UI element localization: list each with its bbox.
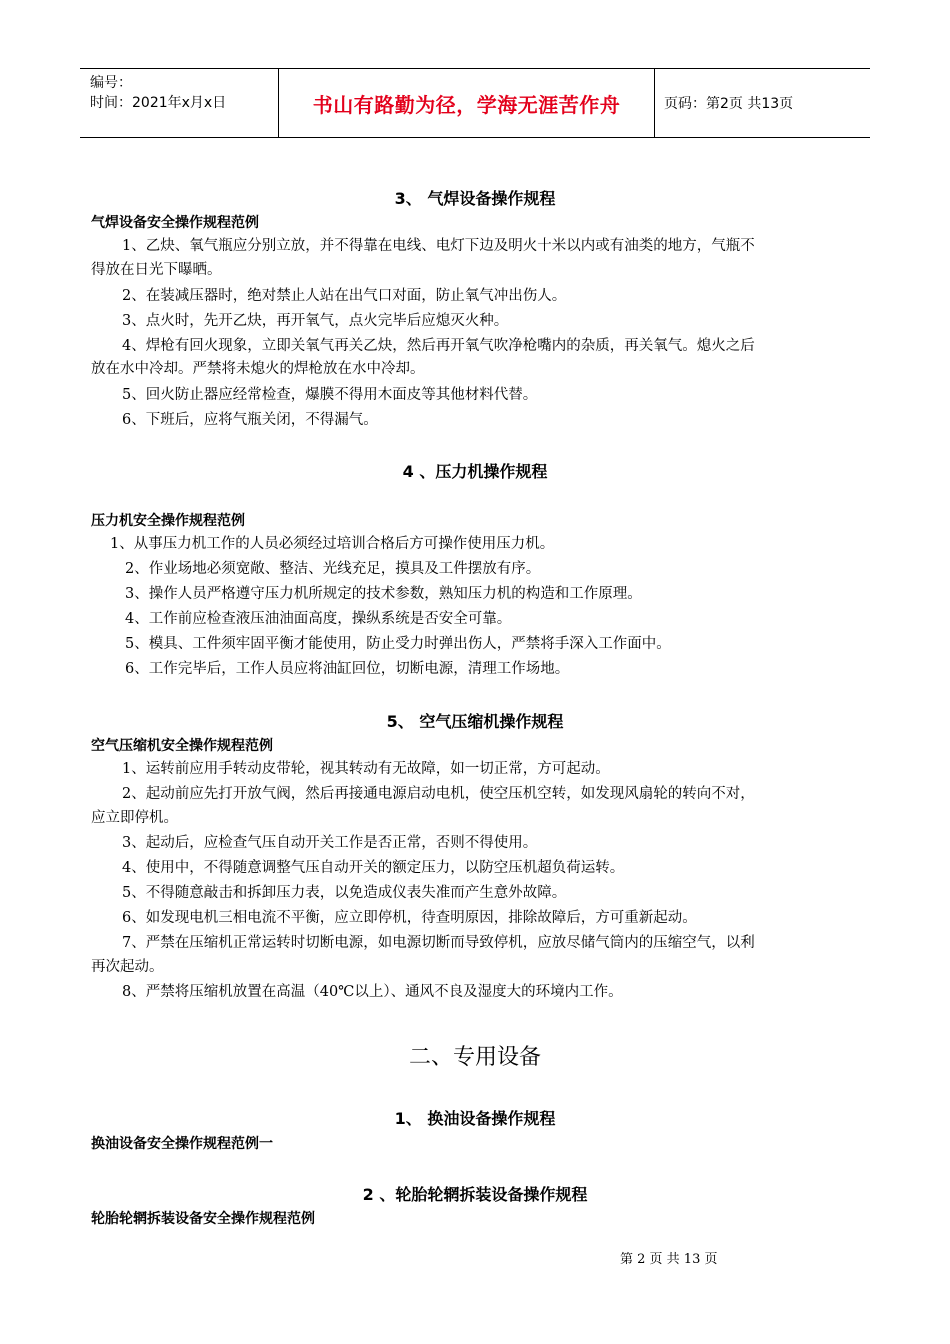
header-table [80,68,870,138]
section-subtitle: 气焊设备安全操作规程范例 [91,215,259,231]
paragraph-line: 放在水中冷却。严禁将未熄火的焊枪放在水中冷却。 [91,361,425,377]
paragraph-line: 5、回火防止器应经常检查，爆膜不得用木面皮等其他材料代替。 [122,387,538,403]
section-subtitle: 空气压缩机安全操作规程范例 [91,738,273,754]
paragraph-line: 2、在装减压器时，绝对禁止人站在出气口对面，防止氧气冲出伤人。 [122,288,567,304]
section-title: 5、 空气压缩机操作规程 [386,712,564,731]
header-page-code: 页码：第2页 共13页 [664,96,794,112]
paragraph-line: 1、乙炔、氧气瓶应分别立放，并不得靠在电线、电灯下边及明火十米以内或有油类的地方，气瓶不 [122,238,755,254]
paragraph-line: 4、使用中，不得随意调整气压自动开关的额定压力，以防空压机超负荷运转。 [122,860,625,876]
section-title: 3、 气焊设备操作规程 [394,189,556,208]
paragraph-line: 4、工作前应检查液压油油面高度，操纵系统是否安全可靠。 [125,611,512,627]
section-subtitle: 轮胎轮辋拆装设备安全操作规程范例 [91,1211,315,1227]
header-divider [654,69,655,137]
time-label: 时间：2021年x月x日 [90,95,227,111]
page-footer: 第 2 页 共 13 页 [620,1252,718,1267]
section-title: 2 、轮胎轮辋拆装设备操作规程 [362,1185,588,1204]
paragraph-line: 1、运转前应用手转动皮带轮，视其转动有无故障，如一切正常，方可起动。 [122,761,610,777]
paragraph-line: 2、起动前应先打开放气阀，然后再接通电源启动电机，使空压机空转，如发现风扇轮的转向不对， [122,786,755,802]
paragraph-line: 5、模具、工件须牢固平衡才能使用，防止受力时弹出伤人，严禁将手深入工作面中。 [125,636,671,652]
paragraph-line: 5、不得随意敲击和拆卸压力表，以免造成仪表失准而产生意外故障。 [122,885,567,901]
paragraph-line: 1、从事压力机工作的人员必须经过培训合格后方可操作使用压力机。 [110,536,555,552]
paragraph-line: 3、点火时，先开乙炔，再开氧气，点火完毕后应熄灭火种。 [122,313,509,329]
section-title: 4 、压力机操作规程 [402,462,548,481]
paragraph-line: 再次起动。 [91,959,164,975]
paragraph-line: 3、起动后，应检查气压自动开关工作是否正常，否则不得使用。 [122,835,538,851]
section-subtitle: 压力机安全操作规程范例 [91,513,245,529]
paragraph-line: 2、作业场地必须宽敞、整洁、光线充足，摸具及工件摆放有序。 [125,561,541,577]
paragraph-line: 7、严禁在压缩机正常运转时切断电源，如电源切断而导致停机，应放尽储气筒内的压缩空气，以利 [122,935,755,951]
header-motto: 书山有路勤为径，学海无涯苦作舟 [312,92,621,117]
paragraph-line: 得放在日光下曝晒。 [91,262,222,278]
header-meta [90,73,226,113]
section-title: 1、 换油设备操作规程 [394,1109,556,1128]
number-label: 编号： [90,75,132,91]
paragraph-line: 4、焊枪有回火现象，立即关氧气再关乙炔，然后再开氧气吹净枪嘴内的杂质，再关氧气。熄火之后 [122,338,755,354]
paragraph-line: 6、如发现电机三相电流不平衡，应立即停机，待查明原因，排除故障后，方可重新起动。 [122,910,697,926]
section-subtitle: 换油设备安全操作规程范例一 [91,1136,273,1152]
chapter-title: 二、专用设备 [408,1045,541,1070]
paragraph-line: 6、工作完毕后，工作人员应将油缸回位，切断电源，清理工作场地。 [125,661,570,677]
paragraph-line: 6、下班后，应将气瓶关闭，不得漏气。 [122,412,378,428]
paragraph-line: 8、严禁将压缩机放置在高温（40℃以上）、通风不良及湿度大的环境内工作。 [122,984,623,1000]
paragraph-line: 应立即停机。 [91,810,178,826]
paragraph-line: 3、操作人员严格遵守压力机所规定的技术参数，熟知压力机的构造和工作原理。 [125,586,642,602]
